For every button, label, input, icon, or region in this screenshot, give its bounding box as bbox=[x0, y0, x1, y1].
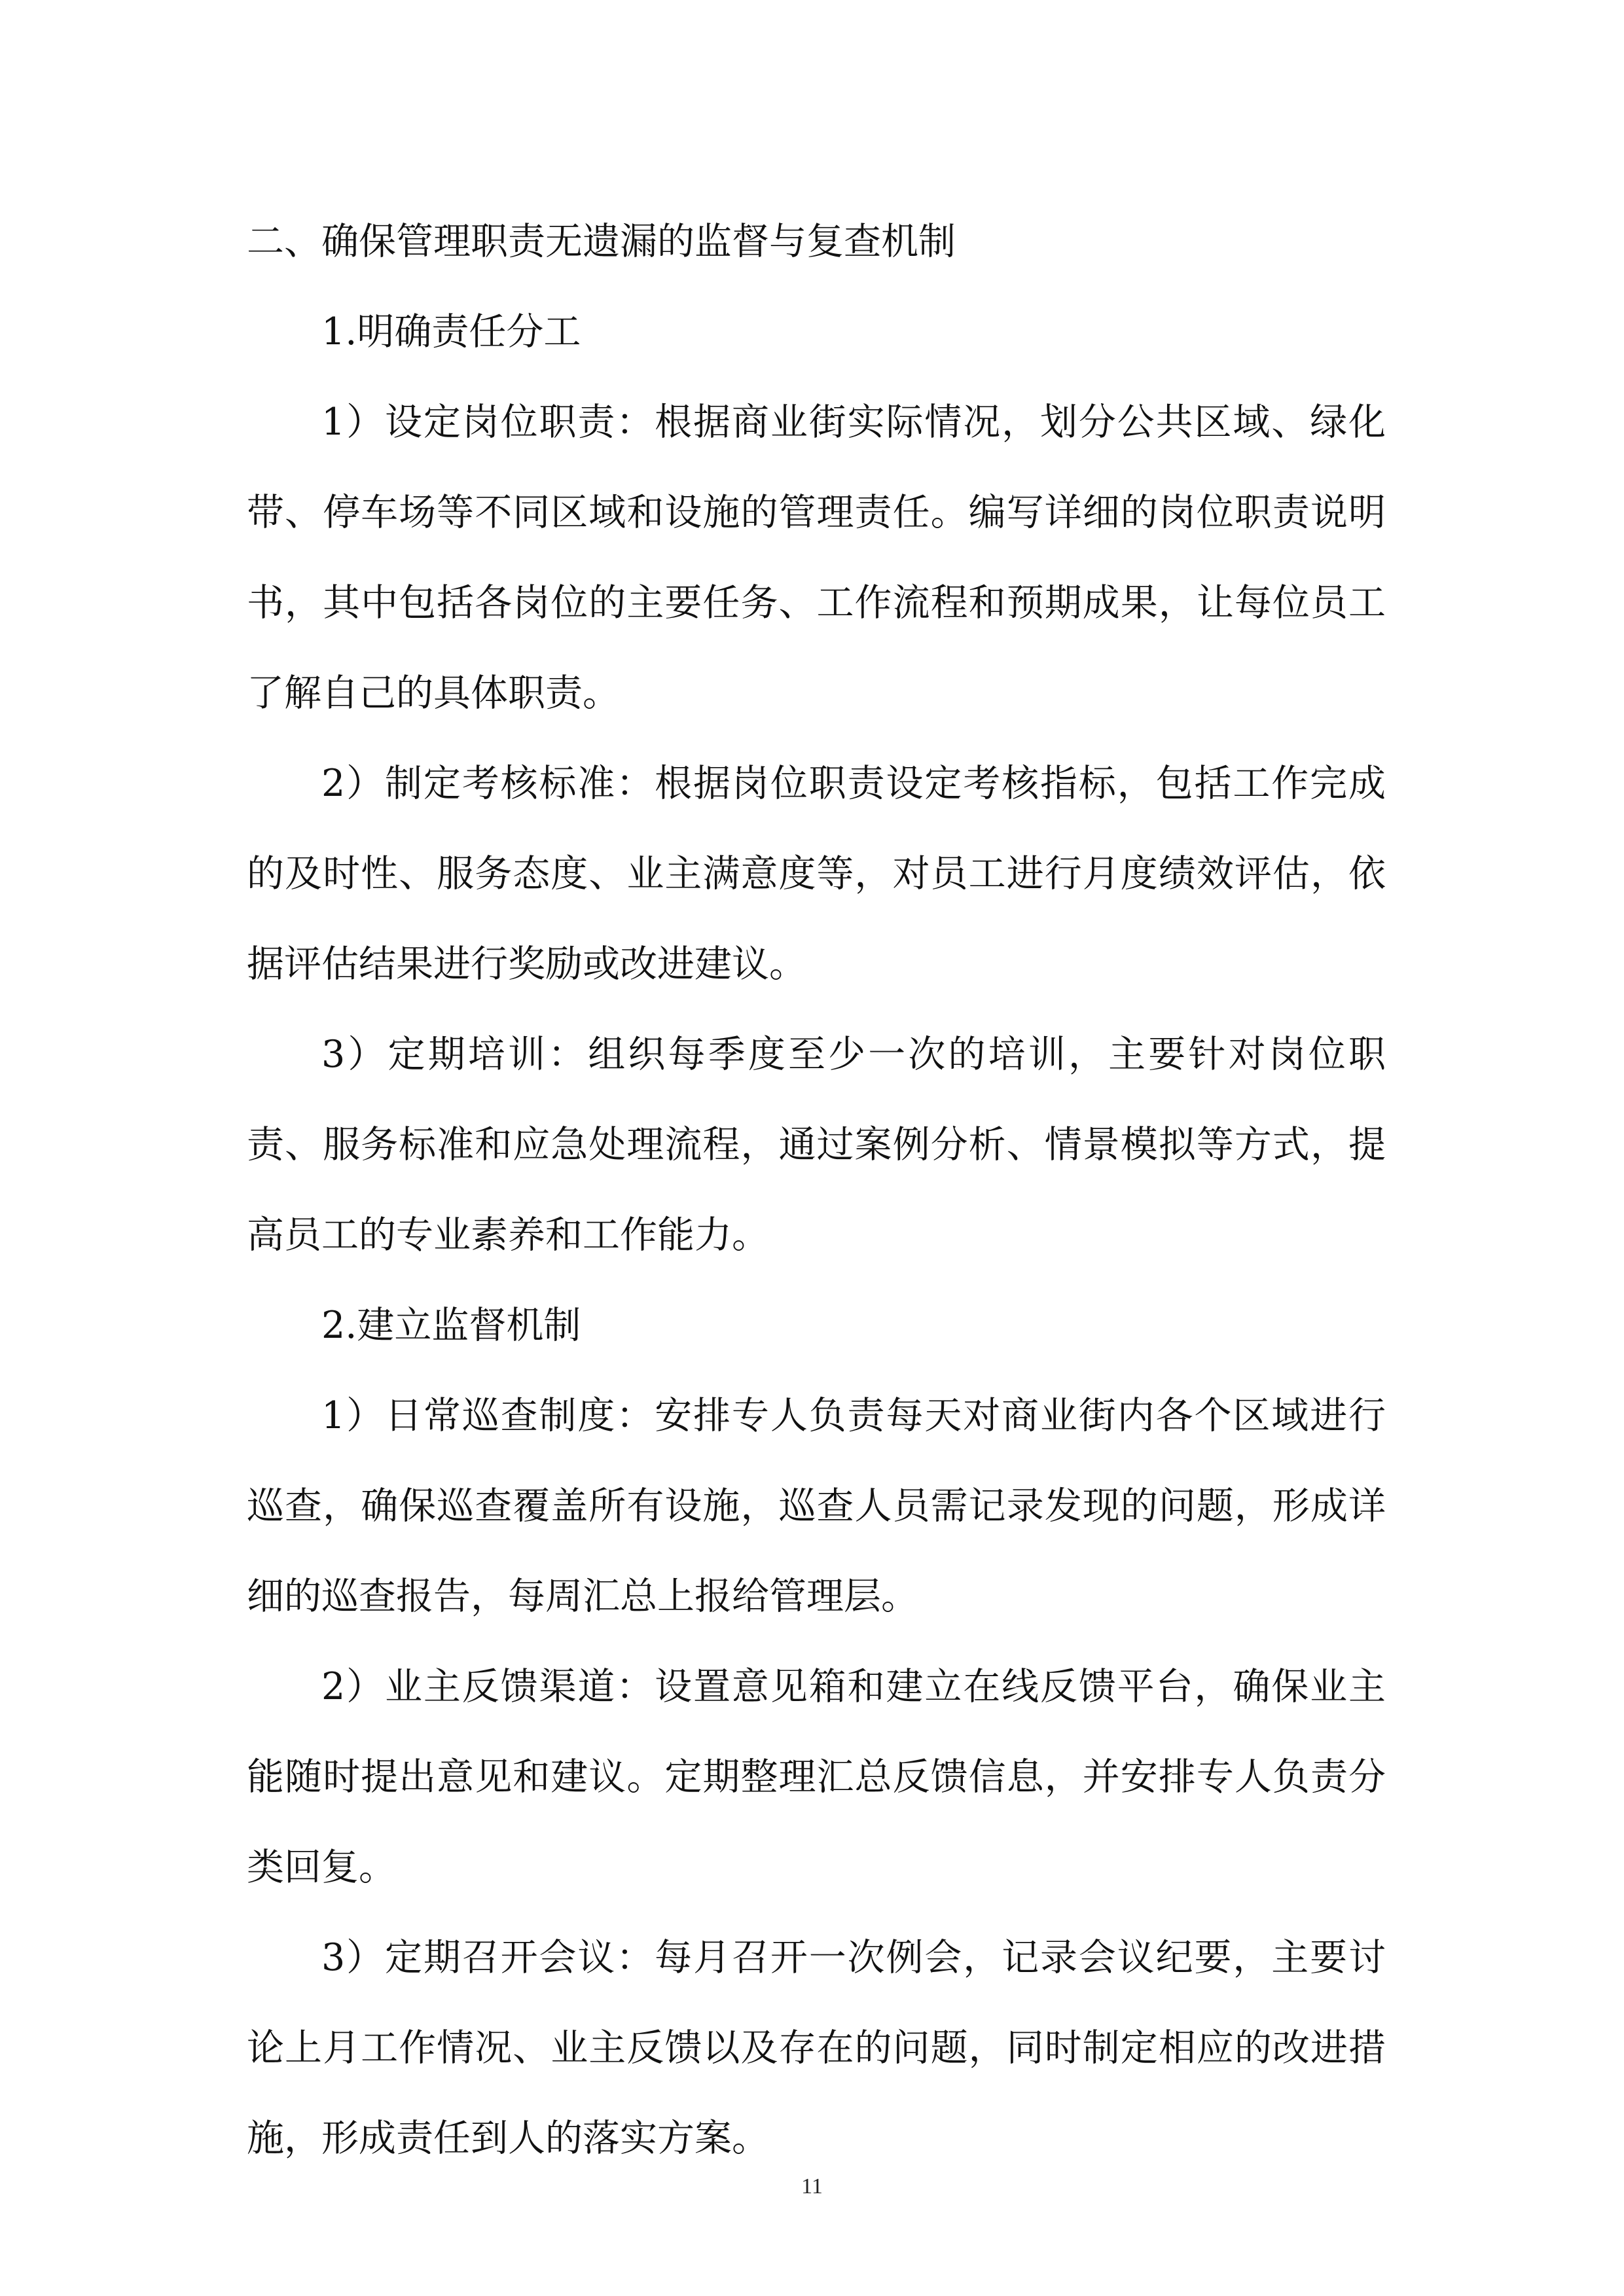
page-number: 11 bbox=[801, 2174, 823, 2198]
subsection-title-2: 2.建立监督机制 bbox=[321, 1304, 581, 1347]
subsection-title-1: 1.明确责任分工 bbox=[321, 310, 581, 353]
paragraph-1-1: 1）设定岗位职责：根据商业街实际情况，划分公共区域、绿化带、停车场等不同区域和设施的管理责任。编写详细的岗位职责说明书，其中包括各岗位的主要任务、工作流程和预期成果，让每位员工了解自己的具体职责。 bbox=[247, 401, 1386, 715]
section-heading: 二、确保管理职责无遗漏的监督与复查机制 bbox=[247, 220, 956, 263]
paragraph-2-3: 3）定期召开会议：每月召开一次例会，记录会议纪要，主要讨论上月工作情况、业主反馈以及存在的问题，同时制定相应的改进措施，形成责任到人的落实方案。 bbox=[247, 1936, 1386, 2160]
paragraph-2-2: 2）业主反馈渠道：设置意见箱和建立在线反馈平台，确保业主能随时提出意见和建议。定期整理汇总反馈信息，并安排专人负责分类回复。 bbox=[247, 1665, 1386, 1889]
paragraph-2-1: 1）日常巡查制度：安排专人负责每天对商业街内各个区域进行巡查，确保巡查覆盖所有设施，巡查人员需记录发现的问题，形成详细的巡查报告，每周汇总上报给管理层。 bbox=[247, 1394, 1386, 1618]
page-content bbox=[247, 196, 1386, 2183]
paragraph-1-2: 2）制定考核标准：根据岗位职责设定考核指标，包括工作完成的及时性、服务态度、业主满意度等，对员工进行月度绩效评估，依据评估结果进行奖励或改进建议。 bbox=[247, 762, 1386, 986]
paragraph-1-3: 3）定期培训：组织每季度至少一次的培训，主要针对岗位职责、服务标准和应急处理流程，通过案例分析、情景模拟等方式，提高员工的专业素养和工作能力。 bbox=[247, 1033, 1386, 1257]
